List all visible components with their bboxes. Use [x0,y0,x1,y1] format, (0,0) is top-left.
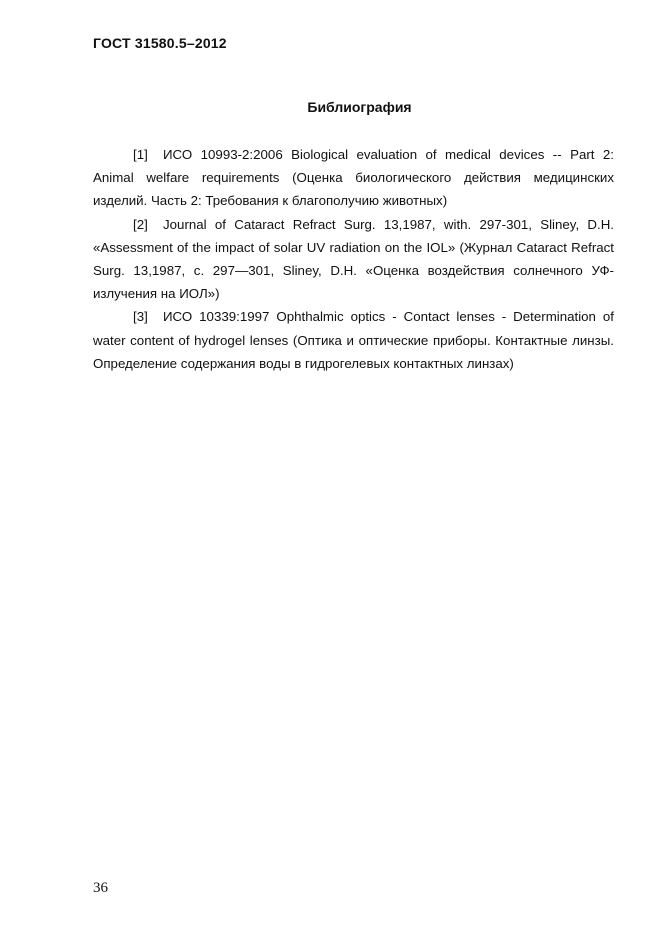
page-number: 36 [93,880,108,896]
entry-number: [3] [133,309,148,325]
entry-number: [2] [133,216,148,232]
entry-text: ИСО 10993-2:2006 Biological evaluation of medical devices -- Part 2: Animal welfare requirements (Оценка биологического действия медицинских изделий. Часть 2: Требования к благополучию животных) [93,147,614,209]
bibliography-entry-2 [93,213,614,306]
entry-text: Journal of Cataract Refract Surg. 13,1987, with. 297-301, Sliney, D.H. «Assessment of the impact of solar UV radiation on the IOL» (Журнал Cataract Refract Surg. 13,1987, с. 297—301, Sliney, D.H. «Оценка воздействия солнечного УФ-излучения на ИОЛ») [93,216,614,302]
section-title: Библиография [307,99,412,115]
bibliography-entry-3 [93,305,614,375]
bibliography-entry-1 [93,143,614,213]
entry-text: ИСО 10339:1997 Ophthalmic optics - Contact lenses - Determination of water content of hydrogel lenses (Оптика и оптические приборы. Контактные линзы. Определение содержания воды в гидрогелевых контактных линзах) [93,309,614,371]
document-code-header: ГОСТ 31580.5–2012 [93,35,227,51]
bibliography-list [93,143,614,375]
entry-number: [1] [133,147,148,162]
